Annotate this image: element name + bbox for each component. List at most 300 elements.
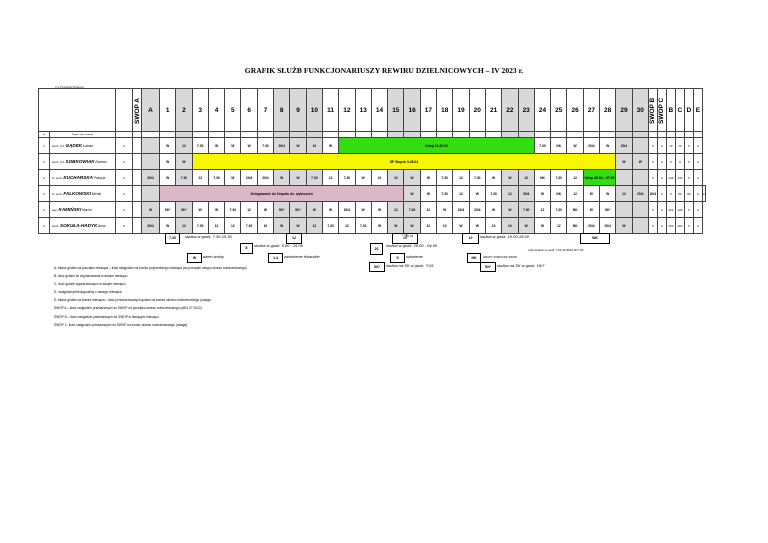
- status-span: Urlop 12-20.04: [339, 138, 535, 154]
- header-day-23: 23: [518, 89, 534, 132]
- day-cell: W: [469, 186, 485, 202]
- employee-rank: sierż.: [52, 223, 61, 228]
- day-cell: 20/4: [257, 170, 273, 186]
- legend-text-730: służba w godz. 7.30-15.30: [185, 234, 232, 239]
- legend-box-14: 1.4: [268, 253, 283, 263]
- legend-czas-note: czas wyjazdu w godz. 7.00-16.00/10.00-7.00: [528, 248, 584, 252]
- day-cell: [632, 202, 648, 218]
- legend-box-wk: WK: [580, 233, 610, 244]
- row-swop-a: [133, 138, 142, 154]
- day-cell: W: [632, 154, 648, 170]
- day-cell: 12: [567, 170, 583, 186]
- day-cell: 12: [453, 186, 469, 202]
- employee-first-name: Anna: [97, 223, 106, 228]
- legend-box-nk: NK: [467, 253, 481, 263]
- note-line: SWOP A – ilość nadgodzin przekazanych do SWOP od początku okresu rozliczeniowego (stl01.07.2022): [54, 306, 202, 311]
- day-cell: W: [306, 202, 322, 218]
- sub-lp: Lp: [39, 132, 50, 138]
- day-cell: 10: [257, 218, 273, 234]
- note-line: SWOP C- ilość nadgodzin przekazanych do SWOP na koniec okresu rozliczeniowego (uwaga): [54, 322, 188, 327]
- header-blank: [116, 89, 133, 132]
- employee-rank: sierż. szt.: [52, 143, 66, 148]
- row-total-d: 72: [666, 138, 675, 154]
- day-cell: 20/4: [339, 202, 355, 218]
- day-cell: W: [355, 170, 371, 186]
- row-swop-a: [133, 170, 142, 186]
- row-total-f: 0: [684, 170, 693, 186]
- legend-text-14: zwolnienie lekarskie: [284, 254, 320, 259]
- header-day-18: 18: [437, 89, 453, 132]
- row-lp: 2: [39, 154, 50, 170]
- day-cell: 12: [192, 170, 208, 186]
- day-cell: W: [485, 202, 501, 218]
- day-cell: 7.30: [355, 218, 371, 234]
- header-day-8: 8: [274, 89, 290, 132]
- day-cell: 10: [388, 170, 404, 186]
- status-span: Delegowanie do Zespołu ds. wykroczeń: [160, 186, 404, 202]
- employee-first-name: Patrycja: [92, 175, 106, 180]
- legend-box-10-label: 10: [403, 236, 407, 240]
- row-total-e: 136: [675, 202, 684, 218]
- header-letter-b: B: [666, 89, 675, 132]
- day-cell: 7.30: [551, 202, 567, 218]
- note-line: C- ilość godzin wypracowanych w danym miesiącu: [54, 282, 126, 287]
- header-day-20: 20: [469, 89, 485, 132]
- employee-first-name: Michał: [90, 191, 102, 196]
- day-cell: 12: [518, 170, 534, 186]
- header-day-13: 13: [355, 89, 371, 132]
- day-cell: 10: [306, 138, 322, 154]
- row-total-b: 0: [648, 154, 657, 170]
- day-cell: 12: [388, 202, 404, 218]
- header-day-27: 27: [583, 89, 599, 132]
- legend-box-730: 7.30: [165, 233, 180, 244]
- legend-box-w: W: [187, 253, 202, 263]
- day-cell: W: [371, 202, 387, 218]
- row-total-c: 0: [657, 170, 666, 186]
- employee-name: [50, 138, 116, 154]
- row-total-b: 0: [657, 186, 666, 202]
- row-total-f: 0: [684, 154, 693, 170]
- day-cell: W: [534, 186, 550, 202]
- day-cell: 7.30: [469, 170, 485, 186]
- row-total-f: 0: [693, 186, 702, 202]
- day-cell: SK³: [160, 202, 176, 218]
- day-cell: W: [404, 170, 420, 186]
- day-cell: SK³: [176, 202, 192, 218]
- day-cell: W: [290, 218, 306, 234]
- day-cell: SK³: [600, 202, 616, 218]
- header-day-9: 9: [290, 89, 306, 132]
- row-total-c: 0: [657, 138, 666, 154]
- header-day-22: 22: [502, 89, 518, 132]
- day-cell: W: [485, 170, 501, 186]
- day-cell: W: [583, 186, 599, 202]
- header-day-6: 6: [241, 89, 257, 132]
- header-swop-c: SWOP C: [657, 89, 666, 132]
- header-day-25: 25: [551, 89, 567, 132]
- row-total-f: 0: [684, 138, 693, 154]
- row-total-e: 160: [675, 218, 684, 234]
- sub-name: Stopień, imię, nazwisko: [50, 132, 116, 138]
- day-cell: 7.30: [518, 202, 534, 218]
- day-cell: SK³: [290, 202, 306, 218]
- day-cell: W: [567, 138, 583, 154]
- row-swop-a: [133, 218, 142, 234]
- day-cell: 12: [339, 218, 355, 234]
- day-cell: 7.30: [192, 138, 208, 154]
- row-lp: 1: [39, 138, 50, 154]
- header-day-2: 2: [176, 89, 192, 132]
- day-cell: 12: [453, 170, 469, 186]
- note-line: B- ilość godzin do wypracowania w danym miesiącu: [54, 274, 128, 279]
- employee-name: [50, 218, 116, 234]
- legend-text-sk2: służba na SK w godz. 19/7: [497, 263, 545, 268]
- legend-text-s: szkolenie: [406, 254, 423, 259]
- day-cell: NK: [567, 202, 583, 218]
- day-cell: 10: [371, 170, 387, 186]
- employee-name: [50, 186, 116, 202]
- day-cell: [616, 170, 632, 186]
- row-a: [142, 138, 160, 154]
- header-day-26: 26: [567, 89, 583, 132]
- legend-text-10: służba w godz. 10.00-18.00: [480, 234, 529, 239]
- day-cell: W: [355, 202, 371, 218]
- day-cell: 20/4: [274, 138, 290, 154]
- table-row: [39, 170, 706, 186]
- header-day-11: 11: [322, 89, 338, 132]
- day-cell: W: [453, 218, 469, 234]
- employee-rank: st. post.: [52, 175, 64, 180]
- day-cell: W: [502, 202, 518, 218]
- header-day-15: 15: [388, 89, 404, 132]
- day-cell: 7.30: [485, 186, 501, 202]
- day-cell: 20/4: [600, 218, 616, 234]
- day-cell: W: [225, 138, 241, 154]
- row-total-c: 0: [657, 202, 666, 218]
- day-cell: 7.30: [225, 202, 241, 218]
- table-row: [39, 202, 706, 218]
- employee-name: [50, 202, 116, 218]
- header-day-1: 1: [160, 89, 176, 132]
- row-total-d: 144: [666, 170, 675, 186]
- row-total-b: 0: [648, 138, 657, 154]
- day-cell: 7.30: [339, 170, 355, 186]
- day-cell: W: [290, 170, 306, 186]
- employee-name: [50, 170, 116, 186]
- day-cell: 7.30: [176, 170, 192, 186]
- row-pre: 0: [116, 170, 133, 186]
- legend-text-nk: GRUPY ROBOCZE WDPR: [483, 255, 517, 259]
- day-cell: 7.30: [437, 170, 453, 186]
- day-cell: W: [469, 218, 485, 234]
- employee-surname: FALKOWSKI: [63, 190, 91, 196]
- row-total-d: 112: [666, 202, 675, 218]
- employee-name: [50, 154, 116, 170]
- day-cell: W: [420, 170, 436, 186]
- note-line: E- bilans godzin na koniec miesiąca – ilość przepracowanych godzin na koniec okresu rozliczeniowego (uwaga: [54, 298, 211, 303]
- legend-box-sk2: SK²: [480, 262, 496, 272]
- header-day-10: 10: [306, 89, 322, 132]
- day-cell: W: [437, 202, 453, 218]
- row-pre: 0: [116, 154, 133, 170]
- notes-list: [54, 264, 247, 329]
- header-swop-b: SWOP B: [648, 89, 657, 132]
- day-cell: 10: [485, 218, 501, 234]
- table-row: [39, 138, 706, 154]
- day-cell: 7.30: [551, 170, 567, 186]
- row-lp: 3: [39, 170, 50, 186]
- employee-first-name: Łukasz: [82, 143, 94, 148]
- row-total-f: 0: [684, 218, 693, 234]
- status-span: SP Słupsk 3-28.04: [192, 154, 616, 170]
- day-cell: W: [208, 138, 224, 154]
- row-swop-a: [133, 202, 142, 218]
- legend-text-8: służba w godz. 8.00 - 16.00: [254, 243, 303, 248]
- day-cell: 20/4: [518, 186, 534, 202]
- day-cell: W: [404, 186, 420, 202]
- header-corner: [39, 89, 116, 132]
- row-total-f: 0: [684, 202, 693, 218]
- day-cell: 7.30: [241, 218, 257, 234]
- day-cell: 12: [616, 186, 632, 202]
- day-cell: W: [518, 218, 534, 234]
- row-total-g: 0: [693, 202, 702, 218]
- day-cell: W: [290, 138, 306, 154]
- day-cell: W: [322, 138, 338, 154]
- day-cell: 7.30: [404, 202, 420, 218]
- legend-text-sk3: służba na SK w godz. 7/19: [386, 263, 434, 268]
- day-cell: 12: [225, 218, 241, 234]
- document-title: GRAFIK SŁUŻB FUNKCJONARIUSZY REWIRU DZIELNICOWYCH – IV 2023 r.: [244, 66, 524, 75]
- row-a: 20/4: [142, 170, 160, 186]
- status-span: Urlop 28.04 – 07.05: [583, 170, 616, 186]
- row-total-d: 152: [666, 218, 675, 234]
- day-cell: W: [274, 170, 290, 186]
- day-cell: NK: [551, 186, 567, 202]
- employee-first-name: Marcin: [81, 207, 92, 212]
- header-day-14: 14: [371, 89, 387, 132]
- day-cell: W: [404, 218, 420, 234]
- day-cell: 7.30: [306, 170, 322, 186]
- day-cell: 20/4: [453, 202, 469, 218]
- day-cell: W: [371, 218, 387, 234]
- day-cell: 20/4: [241, 170, 257, 186]
- row-pre: 0: [116, 202, 133, 218]
- day-cell: W: [257, 202, 273, 218]
- day-cell: 7.30: [257, 138, 273, 154]
- legend-text-w: dzień wolny: [203, 254, 224, 259]
- day-cell: 12: [176, 218, 192, 234]
- day-cell: 12: [567, 186, 583, 202]
- day-cell: W: [176, 154, 192, 170]
- header-day-16: 16: [404, 89, 420, 132]
- header-day-4: 4: [208, 89, 224, 132]
- row-lp: 5: [39, 202, 50, 218]
- header-day-21: 21: [485, 89, 501, 132]
- day-cell: 20/4: [469, 202, 485, 218]
- day-cell: 7.30: [534, 138, 550, 154]
- header-day-3: 3: [192, 89, 208, 132]
- row-pre: 0: [116, 186, 133, 202]
- day-cell: 12: [534, 202, 550, 218]
- employee-surname: SOBKOWIAK: [65, 158, 95, 164]
- row-total-d: 80: [675, 186, 684, 202]
- header-day-29: 29: [616, 89, 632, 132]
- note-line: SWOP B – ilość nadgodzin przekazanych do SWOP w bieżącym miesiącu: [54, 314, 159, 319]
- row-total-d: 0: [666, 154, 675, 170]
- day-cell: W: [160, 138, 176, 154]
- day-cell: W: [388, 218, 404, 234]
- day-cell: W: [420, 186, 436, 202]
- header-day-24: 24: [534, 89, 550, 132]
- day-cell: W: [274, 218, 290, 234]
- row-pre: 8: [116, 218, 133, 234]
- row-total-g: 0: [693, 170, 702, 186]
- header-letter-e: E: [693, 89, 702, 132]
- day-cell: 7.30: [208, 170, 224, 186]
- schedule-table: [38, 88, 706, 234]
- note-line: D- nadgodziny/niedogodziny z danego miesiąca: [54, 290, 122, 295]
- legend-box-10: 10: [462, 233, 479, 244]
- employee-surname: KUCHARSKA: [63, 174, 93, 180]
- header-day-19: 19: [453, 89, 469, 132]
- day-cell: SK³: [274, 202, 290, 218]
- row-total-c: 0: [657, 218, 666, 234]
- row-total-g: 0: [693, 218, 702, 234]
- day-cell: 20/4: [632, 186, 648, 202]
- employee-surname: GĄDEK: [65, 142, 83, 148]
- day-cell: 10: [502, 218, 518, 234]
- day-cell: [632, 170, 648, 186]
- employee-surname: KAMIŃSKI: [58, 206, 82, 212]
- day-cell: 12: [551, 218, 567, 234]
- day-cell: NK: [551, 138, 567, 154]
- employee-rank: asp.: [52, 207, 59, 212]
- note-line: A- bilans godzin na początku miesiąca – ilość nadgodzin na koniec poprzedniego miesiąca (od początku ustępu okresu rozliczeniowego): [54, 266, 247, 270]
- employee-rank: sierż. szt.: [52, 159, 66, 164]
- day-cell: W: [241, 138, 257, 154]
- day-cell: 20/4: [583, 138, 599, 154]
- header-day-28: 28: [600, 89, 616, 132]
- row-total-c: 0: [666, 186, 675, 202]
- row-a: W: [142, 202, 160, 218]
- legend-sup-1000: 10.00: [406, 234, 413, 238]
- day-cell: 10: [437, 218, 453, 234]
- header-a: A: [142, 89, 160, 132]
- day-cell: NK: [567, 218, 583, 234]
- day-cell: W: [502, 170, 518, 186]
- employee-first-name: Damian: [94, 159, 107, 164]
- corner-label: DYŻUR/PRZERWA: [55, 86, 84, 90]
- row-lp: 4: [39, 186, 50, 202]
- legend-box-sk3: SK³: [369, 262, 385, 272]
- legend-box-8: 8: [240, 243, 253, 254]
- row-total-b: 0: [648, 202, 657, 218]
- day-cell: W: [583, 202, 599, 218]
- row-a: [142, 154, 160, 170]
- day-cell: 12: [322, 170, 338, 186]
- row-total-g: 0: [693, 154, 702, 170]
- day-cell: W: [322, 202, 338, 218]
- row-total-b: 0: [648, 218, 657, 234]
- row-total-e: 72: [675, 138, 684, 154]
- header-day-17: 17: [420, 89, 436, 132]
- row-swop-a: [133, 186, 142, 202]
- day-cell: [632, 218, 648, 234]
- day-cell: [632, 138, 648, 154]
- day-cell: 12: [502, 186, 518, 202]
- employee-surname: SOKUŁA-HADYK: [60, 222, 98, 228]
- header-letter-d: D: [684, 89, 693, 132]
- header-day-12: 12: [339, 89, 355, 132]
- day-cell: NK: [534, 170, 550, 186]
- row-a: [142, 186, 160, 202]
- row-total-g: 0: [693, 138, 702, 154]
- day-cell: 12: [306, 218, 322, 234]
- day-cell: 7.30: [437, 186, 453, 202]
- day-cell: W: [225, 170, 241, 186]
- header-day-7: 7: [257, 89, 273, 132]
- day-cell: 12: [241, 202, 257, 218]
- day-cell: W: [600, 186, 616, 202]
- header-letter-c: C: [675, 89, 684, 132]
- day-cell: W: [208, 202, 224, 218]
- day-cell: W: [160, 154, 176, 170]
- row-total-g: 0: [702, 186, 705, 202]
- row-total-b: 0: [648, 170, 657, 186]
- day-cell: 7.30: [192, 218, 208, 234]
- legend-box-12: 12: [286, 233, 302, 244]
- table-row: [39, 218, 706, 234]
- employee-rank: st. post.: [52, 191, 64, 196]
- legend-box-10-a: [392, 233, 418, 244]
- day-cell: W: [616, 154, 632, 170]
- day-cell: 12: [420, 202, 436, 218]
- day-cell: 12: [208, 218, 224, 234]
- day-cell: W: [192, 202, 208, 218]
- day-cell: 20/4: [583, 218, 599, 234]
- row-lp: 6: [39, 218, 50, 234]
- row-total-c: 0: [657, 154, 666, 170]
- day-cell: 12: [176, 138, 192, 154]
- table-row: [39, 154, 706, 170]
- day-cell: W: [600, 138, 616, 154]
- day-cell: 12: [420, 218, 436, 234]
- day-cell: 20/4: [648, 186, 657, 202]
- row-total-e: 0: [675, 154, 684, 170]
- day-cell: 20/4: [616, 138, 632, 154]
- row-swop-a: [133, 154, 142, 170]
- legend-sup-730: 7.30: [402, 233, 408, 237]
- table-row: [39, 186, 706, 202]
- row-a: 20/4: [142, 218, 160, 234]
- day-cell: W: [616, 218, 632, 234]
- day-cell: [616, 202, 632, 218]
- day-cell: W: [534, 218, 550, 234]
- legend-box-s: S: [390, 253, 405, 263]
- legend-box-20: 20: [370, 243, 383, 255]
- day-cell: 7.30: [322, 218, 338, 234]
- row-total-e: 144: [675, 170, 684, 186]
- header-day-30: 30: [632, 89, 648, 132]
- header-swop-a: SWOP A: [133, 89, 142, 132]
- row-total-e: 80: [684, 186, 693, 202]
- row-pre: 0: [116, 138, 133, 154]
- header-day-5: 5: [225, 89, 241, 132]
- day-cell: W: [160, 170, 176, 186]
- day-cell: W: [160, 218, 176, 234]
